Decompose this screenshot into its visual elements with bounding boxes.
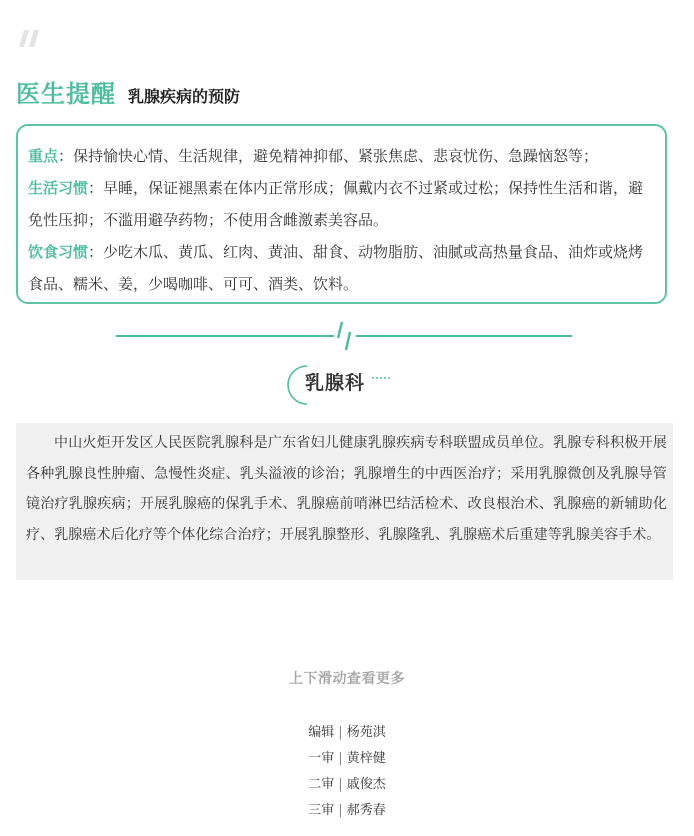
section-divider (116, 318, 572, 354)
credit-editor (0, 720, 694, 746)
credit-name: 黄梓健 (346, 751, 386, 766)
tip-label: 重点 (28, 147, 59, 165)
tip-label: 生活习惯 (28, 179, 89, 197)
credit-third-review (0, 798, 694, 824)
credit-name: 郝秀春 (346, 803, 386, 818)
credit-separator: | (338, 803, 343, 818)
tip-text: ：早睡，保证褪黑素在体内正常形成；佩戴内衣不过紧或过松；保持性生活和谐，避免性压抑；不滥用避孕药物；不使用含雌激素美容品。 (28, 179, 644, 229)
department-intro-panel (16, 423, 673, 580)
credit-second-review (0, 772, 694, 798)
credit-separator: | (338, 725, 343, 740)
tip-diet (28, 236, 655, 300)
reminder-header (16, 74, 240, 109)
credit-separator: | (338, 751, 343, 766)
credit-role: 三审 (308, 803, 335, 818)
credit-role: 编辑 (308, 725, 335, 740)
reminder-subtitle: 乳腺疾病的预防 (128, 87, 241, 106)
tip-text: ：少吃木瓜、黄瓜、红肉、黄油、甜食、动物脂肪、油腻或高热量食品、油炸或烧烤食品、糯米、姜，少喝咖啡、可可、酒类、饮料。 (28, 243, 644, 293)
reminder-title: 医生提醒 (16, 80, 116, 108)
credit-role: 一审 (308, 751, 335, 766)
credit-role: 二审 (308, 777, 335, 792)
tip-label: 饮食习惯 (28, 243, 89, 261)
department-description: 中山火炬开发区人民医院乳腺科是广东省妇儿健康乳腺疾病专科联盟成员单位。乳腺专科积极开展各种乳腺良性肿瘤、急慢性炎症、乳头溢液的诊治；乳腺增生的中西医治疗；采用乳腺微创及乳腺导管镜治疗乳腺疾病；开展乳腺癌的保乳手术、乳腺癌前哨淋巴结活检术、改良根治术、乳腺癌的新辅助化疗、乳腺癌术后化疗等个体化综合治疗；开展乳腺整形、乳腺隆乳、乳腺癌术后重建等乳腺美容手术。 (26, 435, 667, 543)
credit-name: 戚俊杰 (346, 777, 386, 792)
credits (0, 720, 694, 824)
credit-separator: | (338, 777, 343, 792)
prevention-tips-box (16, 124, 667, 304)
department-title: 乳腺科 (305, 372, 366, 394)
quote-mark-icon (18, 30, 40, 48)
credit-name: 杨苑淇 (346, 725, 386, 740)
credit-first-review (0, 746, 694, 772)
tip-text: ：保持愉快心情、生活规律，避免精神抑郁、紧张焦虑、悲哀忧伤、急躁恼怒等； (58, 147, 599, 165)
scroll-hint: 上下滑动查看更多 (289, 671, 405, 687)
tip-key-point (28, 140, 655, 172)
tip-lifestyle (28, 172, 655, 236)
